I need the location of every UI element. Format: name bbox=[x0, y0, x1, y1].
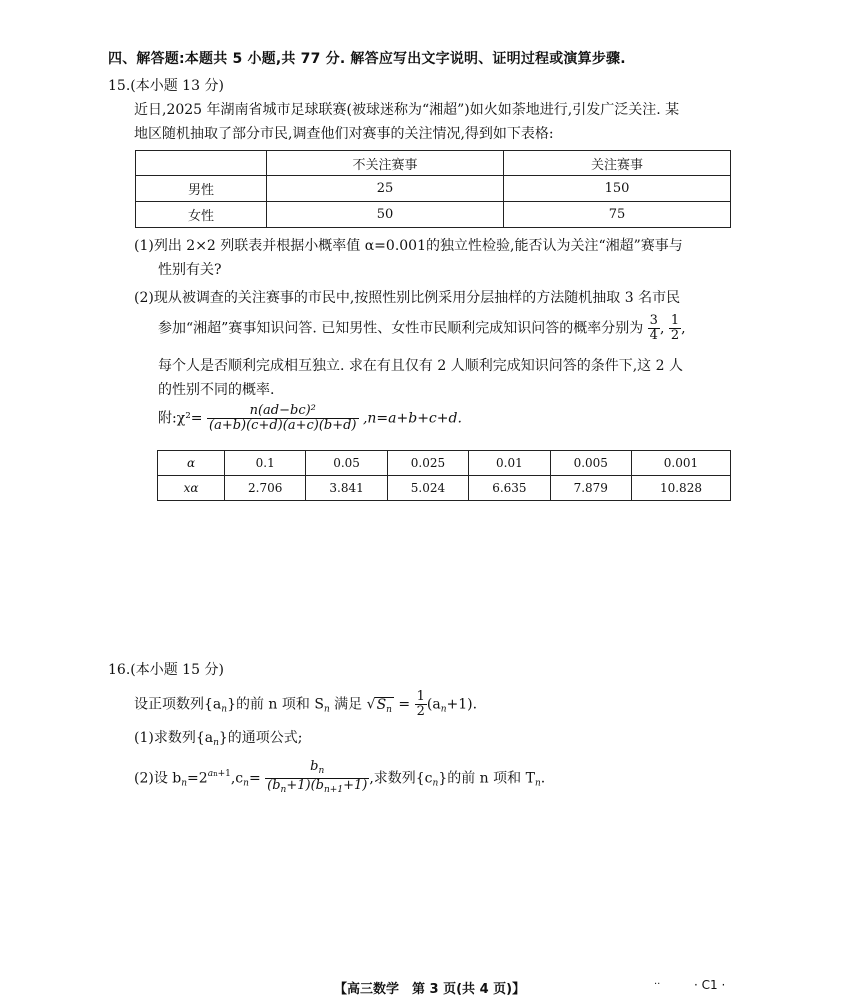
table-cell: 25 bbox=[267, 176, 504, 202]
formula-numerator: n(ad−bc)² bbox=[207, 404, 359, 419]
table-header: 关注赛事 bbox=[504, 151, 731, 176]
exponent: an+1 bbox=[207, 768, 231, 779]
q15-part1-line2: 性别有关? bbox=[158, 262, 222, 278]
table-cell: 男性 bbox=[136, 176, 267, 202]
table-cell: 50 bbox=[267, 202, 504, 228]
table-header: 不关注赛事 bbox=[267, 151, 504, 176]
cn-den-part: (b bbox=[267, 778, 281, 793]
table-cell: 3.841 bbox=[306, 476, 387, 501]
formula-denominator: (a+b)(c+d)(a+c)(b+d) bbox=[209, 418, 357, 433]
subscript-n: n bbox=[318, 766, 325, 776]
q16-part2 bbox=[134, 760, 545, 797]
q16-condition bbox=[134, 690, 477, 720]
table-cell: 7.879 bbox=[550, 476, 631, 501]
q15-header: 15.(本小题 13 分) bbox=[108, 78, 224, 94]
table-row bbox=[158, 451, 731, 476]
q15-appendix-formula bbox=[158, 404, 462, 433]
q16-part2-text: (2)设 b bbox=[134, 770, 182, 787]
fraction-denominator: 4 bbox=[649, 328, 658, 343]
subscript-n: n bbox=[432, 778, 439, 789]
fraction-denominator bbox=[265, 779, 369, 797]
q16-text: 满足 bbox=[329, 696, 363, 713]
q16-part2-text: }的前 n 项和 T bbox=[438, 770, 535, 787]
q16-header: 16.(本小题 15 分) bbox=[108, 662, 224, 678]
q16-part1 bbox=[134, 728, 303, 753]
q16-part1-text: }的通项公式; bbox=[218, 730, 303, 746]
fraction-half bbox=[415, 690, 427, 719]
equals-sign: = bbox=[398, 696, 411, 713]
table-cell: 0.001 bbox=[631, 451, 730, 476]
chi-square-fraction bbox=[207, 404, 359, 433]
subscript-n: n bbox=[280, 785, 287, 795]
q16-text: 设正项数列{a bbox=[134, 696, 222, 713]
q15-part1-line1: (1)列出 2×2 列联表并根据小概率值 α=0.001的独立性检验,能否认为关注“湘超”赛事与 bbox=[134, 238, 683, 254]
subscript-n: n bbox=[386, 704, 392, 715]
table-cell: 75 bbox=[504, 202, 731, 228]
table-cell: 10.828 bbox=[631, 476, 730, 501]
fraction-numerator bbox=[265, 760, 369, 779]
appendix-prefix: 附:χ²= bbox=[158, 410, 203, 427]
table-cell: 150 bbox=[504, 176, 731, 202]
fraction-denominator: 2 bbox=[670, 328, 680, 343]
q15-part2-line2-text: 参加“湘超”赛事知识问答. 已知男性、女性市民顺利完成知识问答的概率分别为 bbox=[158, 320, 644, 337]
q15-intro-line2: 地区随机抽取了部分市民,调查他们对赛事的关注情况,得到如下表格: bbox=[134, 126, 554, 142]
subscript-n: n bbox=[323, 704, 330, 715]
table-cell: 0.025 bbox=[387, 451, 468, 476]
subscript-n: n bbox=[440, 704, 447, 715]
table-cell: 6.635 bbox=[469, 476, 550, 501]
table-row bbox=[136, 176, 731, 202]
table-cell: 0.1 bbox=[225, 451, 306, 476]
table-row bbox=[136, 202, 731, 228]
footer-mark: .. bbox=[654, 976, 661, 987]
q15-survey-table bbox=[135, 150, 731, 228]
sqrt-symbol: √ bbox=[366, 696, 376, 713]
table-cell: 0.005 bbox=[550, 451, 631, 476]
q15-part2-line4: 的性别不同的概率. bbox=[158, 382, 275, 398]
q15-part2-line2 bbox=[158, 314, 686, 343]
table-cell bbox=[136, 151, 267, 176]
fraction-female-prob bbox=[669, 314, 681, 343]
table-header-row bbox=[136, 151, 731, 176]
subscript-n: n bbox=[221, 704, 228, 715]
q16-text: (a bbox=[426, 696, 441, 713]
table-cell: 0.01 bbox=[469, 451, 550, 476]
equals-sign: = bbox=[248, 770, 261, 787]
subscript-n: n bbox=[534, 778, 541, 789]
table-row-label: α bbox=[158, 451, 225, 476]
q15-intro-line1: 近日,2025 年湖南省城市足球联赛(被球迷称为“湘超”)如火如荼地进行,引发广泛关注. 某 bbox=[134, 102, 680, 118]
subscript-n-plus-1: n+1 bbox=[323, 785, 344, 795]
table-row bbox=[158, 476, 731, 501]
q16-part2-text: . bbox=[540, 770, 546, 787]
subscript-n: n bbox=[243, 778, 249, 789]
sqrt-content: S bbox=[376, 696, 387, 713]
table-cell: 0.05 bbox=[306, 451, 387, 476]
sqrt-radicand bbox=[375, 697, 394, 718]
appendix-suffix: ,n=a+b+c+d. bbox=[362, 410, 462, 427]
footer-code: · C1 · bbox=[694, 978, 726, 992]
cn-numerator: b bbox=[310, 759, 319, 774]
fraction-numerator: 1 bbox=[670, 313, 680, 328]
q15-part2-line3: 每个人是否顺利完成相互独立. 求在有且仅有 2 人顺利完成知识问答的条件下,这 2 人 bbox=[158, 358, 683, 374]
q16-part2-text: ,求数列{c bbox=[369, 770, 433, 787]
table-cell: 女性 bbox=[136, 202, 267, 228]
table-cell: 5.024 bbox=[387, 476, 468, 501]
critical-value-table bbox=[157, 450, 731, 501]
fraction-separator: , bbox=[659, 320, 665, 337]
q16-text: +1). bbox=[446, 696, 478, 713]
subscript-n: n bbox=[181, 778, 188, 789]
q15-part2-line1: (2)现从被调查的关注赛事的市民中,按照性别比例采用分层抽样的方法随机抽取 3 名市民 bbox=[134, 290, 681, 306]
q16-part2-text: =2 bbox=[187, 770, 208, 787]
fraction-male-prob bbox=[648, 314, 660, 343]
fraction-denominator: 2 bbox=[416, 704, 425, 719]
cn-den-part: +1) bbox=[343, 778, 368, 793]
table-cell: 2.706 bbox=[225, 476, 306, 501]
fraction-end: , bbox=[681, 320, 686, 337]
cn-den-part: +1)(b bbox=[286, 778, 324, 793]
subscript-n: n bbox=[213, 738, 219, 748]
table-row-label: xα bbox=[158, 476, 225, 501]
fraction-numerator: 1 bbox=[416, 689, 425, 704]
page-footer: 【高三数学 第 3 页(共 4 页)】 bbox=[334, 982, 526, 997]
section-title: 四、解答题:本题共 5 小题,共 77 分. 解答应写出文字说明、证明过程或演算步骤. bbox=[108, 51, 626, 67]
cn-fraction bbox=[265, 760, 369, 797]
fraction-numerator: 3 bbox=[649, 313, 658, 328]
q16-text: }的前 n 项和 S bbox=[227, 696, 324, 713]
q16-part2-text: ,c bbox=[230, 770, 244, 787]
q16-part1-text: (1)求数列{a bbox=[134, 730, 214, 746]
